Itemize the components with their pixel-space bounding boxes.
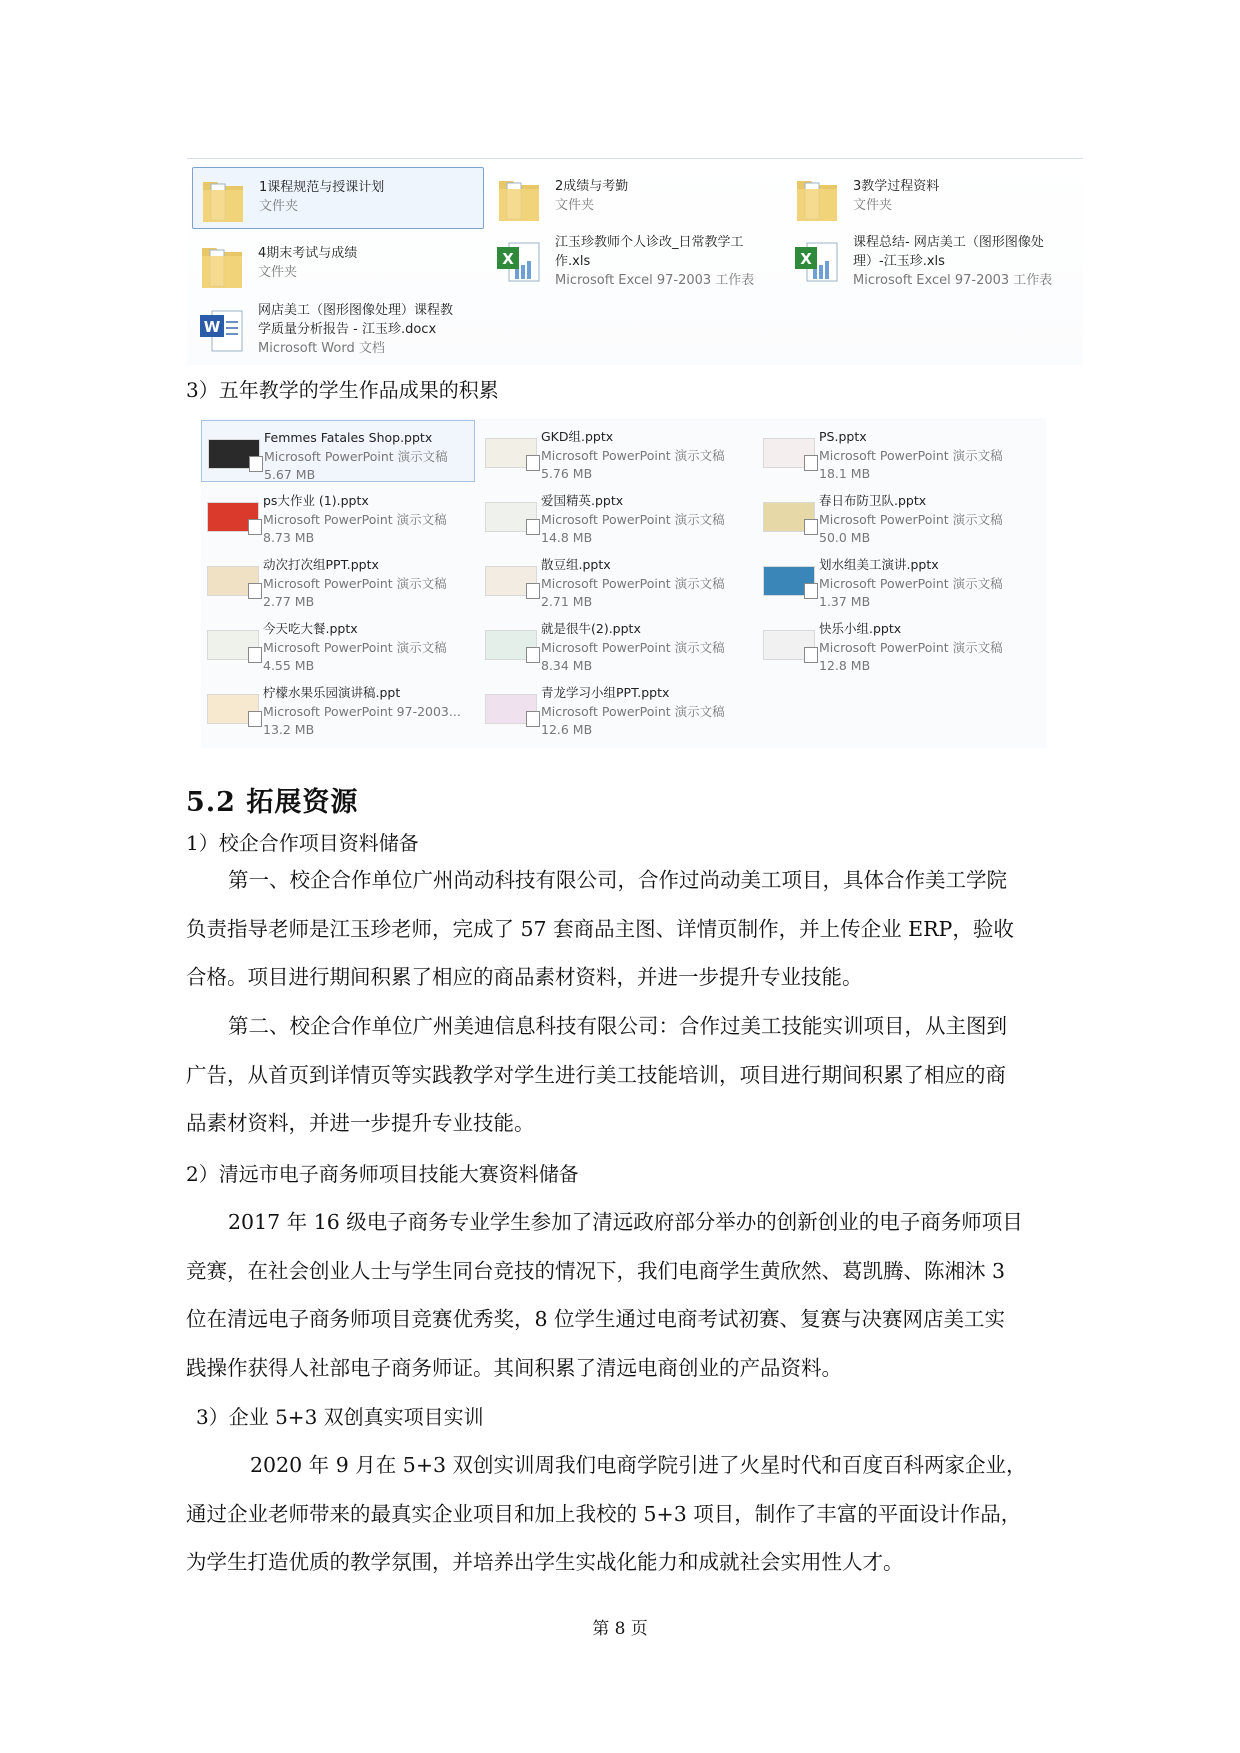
ppt-thumbnail-icon [207,566,259,596]
item-name: 今天吃大餐.pptx [263,621,358,636]
ppt-thumbnail-icon [763,438,815,468]
item-name: 柠檬水果乐园演讲稿.ppt [263,685,401,700]
item-name: 爱国精英.pptx [541,493,624,508]
svg-text:X: X [800,250,812,268]
excel-icon [495,233,545,289]
folder-icon [199,172,249,228]
ppt-thumbnail-icon [485,566,537,596]
paragraph-line: 合格。项目进行期间积累了相应的商品素材资料，并进一步提升专业技能。 [186,965,863,989]
item-type: Microsoft Word 文档 [258,341,385,356]
item-name: 2成绩与考勤 [555,179,629,194]
folder-icon [793,171,843,227]
item-type: Microsoft PowerPoint 演示文稿 [819,639,1003,655]
ppt-item[interactable] [479,548,753,610]
item-type: Microsoft PowerPoint 演示文稿 [263,511,447,527]
ppt-thumbnail-icon [763,502,815,532]
item-name: 春日布防卫队.pptx [819,493,927,508]
item-name-line1: 网店美工（图形图像处理）课程教 [258,303,454,318]
section-3-title: 3）五年教学的学生作品成果的积累 [186,378,499,402]
item-name: 快乐小组.pptx [819,621,902,636]
folder-icon [198,238,248,294]
ppt-item[interactable] [201,420,475,482]
item-name: ps大作业 (1).pptx [263,493,369,508]
paragraph [186,1441,1046,1587]
item-name: 动次打次组PPT.pptx [263,557,379,572]
ppt-item[interactable] [757,548,1037,610]
ppt-item[interactable] [479,484,753,546]
paragraph-line: 为学生打造优质的教学氛围，并培养出学生实战化能力和成就社会实用性人才。 [186,1550,904,1574]
item-type: Microsoft Excel 97-2003 工作表 [853,273,1053,288]
item-size: 18.1 MB [819,466,871,481]
item-type: Microsoft PowerPoint 演示文稿 [263,639,447,655]
folder-screenshot [187,158,1083,365]
item-name-line1: 江玉珍教师个人诊改_日常教学工 [555,235,744,250]
item-name: 3教学过程资料 [853,179,940,194]
paragraph-line: 第二、校企合作单位广州美迪信息科技有限公司：合作过美工技能实训项目，从主图到 [228,1014,1007,1038]
item-name: 青龙学习小组PPT.pptx [541,685,670,700]
paragraph-line: 负责指导老师是江玉珍老师，完成了 57 套商品主图、详情页制作，并上传企业 ERP，验收 [186,916,1014,941]
item-size: 12.6 MB [541,722,593,737]
paragraph-line: 竞赛，在社会创业人士与学生同台竞技的情况下，我们电商学生黄欣然、葛凯腾、陈湘沐 3 [186,1258,1006,1283]
item-name-line2: 理）-江玉珍.xls [853,254,945,269]
ppt-thumbnail-icon [207,630,259,660]
item-type: Microsoft PowerPoint 演示文稿 [541,447,725,463]
paragraph-line: 通过企业老师带来的最真实企业项目和加上我校的 5+3 项目，制作了丰富的平面设计作品， [186,1501,1022,1526]
paragraph-line: 2020 年 9 月在 5+3 双创实训周我们电商学院引进了火星时代和百度百科两家企业， [250,1453,1027,1477]
item-type: Microsoft Excel 97-2003 工作表 [555,273,755,288]
item-name: GKD组.pptx [541,429,614,444]
item-name: 4期末考试与成绩 [258,246,358,261]
paragraph [186,856,1046,1002]
ppt-thumbnail-icon [207,502,259,532]
paragraph-line: 位在清远电子商务师项目竞赛优秀奖，8 位学生通过电商考试初赛、复赛与决赛网店美工实 [186,1307,1006,1331]
ppt-thumbnail-icon [485,438,537,468]
item-type: Microsoft PowerPoint 演示文稿 [541,511,725,527]
ppt-thumbnail-icon [763,566,815,596]
ppt-item[interactable] [201,484,475,546]
item-type: Microsoft PowerPoint 演示文稿 [541,639,725,655]
ppt-thumbnail-icon [763,630,815,660]
item-type: 文件夹 [259,199,299,214]
file-item[interactable] [192,297,484,363]
ppt-item[interactable] [479,676,753,738]
item-size: 8.34 MB [541,658,593,673]
paragraph [186,1002,1046,1148]
svg-text:W: W [203,318,221,336]
ppt-item[interactable] [201,548,475,610]
item-name: 1课程规范与授课计划 [259,180,385,195]
item-size: 5.67 MB [264,467,316,482]
item-size: 1.37 MB [819,594,871,609]
item-size: 2.71 MB [541,594,593,609]
section-heading: 5.2 拓展资源 [186,787,359,818]
subsection-title: 2）清远市电子商务师项目技能大赛资料储备 [186,1162,579,1186]
item-name-line2: 作.xls [555,254,591,269]
paragraph-line: 2017 年 16 级电子商务专业学生参加了清远政府部分举办的创新创业的电子商务师项目 [228,1210,1023,1234]
item-type: Microsoft PowerPoint 演示文稿 [541,703,725,719]
excel-icon [793,233,843,289]
ppt-thumbnail-icon [485,630,537,660]
folder-item[interactable] [787,167,1079,229]
item-name-line1: 课程总结- 网店美工（图形图像处 [853,235,1044,250]
item-type: 文件夹 [258,265,298,280]
folder-icon [495,171,545,227]
subsection-title: 1）校企合作项目资料储备 [186,831,419,855]
paragraph-line: 第一、校企合作单位广州尚动科技有限公司，合作过尚动美工项目，具体合作美工学院 [228,868,1007,892]
ppt-item[interactable] [757,420,1037,482]
ppt-item[interactable] [757,612,1037,674]
item-type: Microsoft PowerPoint 演示文稿 [263,575,447,591]
folder-item[interactable] [192,167,484,229]
ppt-thumbnail-icon [485,502,537,532]
item-name: 就是很牛(2).pptx [541,621,641,636]
item-type: 文件夹 [853,198,893,213]
ppt-item[interactable] [201,612,475,674]
item-type: Microsoft PowerPoint 演示文稿 [819,575,1003,591]
item-name: Femmes Fatales Shop.pptx [264,430,433,445]
paragraph-line: 品素材资料，并进一步提升专业技能。 [186,1111,535,1135]
ppt-item[interactable] [757,484,1037,546]
folder-item[interactable] [489,167,781,229]
svg-text:X: X [502,250,514,268]
ppt-item[interactable] [201,676,475,738]
ppt-thumbnail-icon [207,694,259,724]
ppt-item[interactable] [479,612,753,674]
item-size: 13.2 MB [263,722,315,737]
page-number: 第 8 页 [592,1619,648,1639]
paragraph-line: 践操作获得人社部电子商务师证。其间积累了清远电商创业的产品资料。 [186,1355,842,1380]
item-type: 文件夹 [555,198,595,213]
item-name: 散豆组.pptx [541,557,611,572]
ppt-item[interactable] [479,420,753,482]
item-size: 50.0 MB [819,530,871,545]
item-type: Microsoft PowerPoint 97-2003... [263,703,461,719]
item-size: 8.73 MB [263,530,315,545]
folder-item[interactable] [192,234,484,296]
item-size: 4.55 MB [263,658,315,673]
item-name: 划水组美工演讲.pptx [819,557,939,572]
item-type: Microsoft PowerPoint 演示文稿 [819,511,1003,527]
item-name: PS.pptx [819,429,867,444]
item-size: 5.76 MB [541,466,593,481]
item-size: 12.8 MB [819,658,871,673]
ppt-thumbnail-icon [485,694,537,724]
item-type: Microsoft PowerPoint 演示文稿 [819,447,1003,463]
item-name-line2: 学质量分析报告 - 江玉珍.docx [258,322,437,337]
file-item[interactable] [489,229,781,295]
item-type: Microsoft PowerPoint 演示文稿 [264,448,448,464]
paragraph [186,1198,1046,1392]
subsection-title: 3）企业 5+3 双创真实项目实训 [196,1405,484,1429]
word-icon [198,301,248,357]
item-size: 2.77 MB [263,594,315,609]
item-size: 14.8 MB [541,530,593,545]
item-type: Microsoft PowerPoint 演示文稿 [541,575,725,591]
ppt-thumbnail-icon [208,439,260,469]
file-item[interactable] [787,229,1079,295]
paragraph-line: 广告，从首页到详情页等实践教学对学生进行美工技能培训，项目进行期间积累了相应的商 [186,1062,1006,1087]
ppt-screenshot [201,418,1046,748]
